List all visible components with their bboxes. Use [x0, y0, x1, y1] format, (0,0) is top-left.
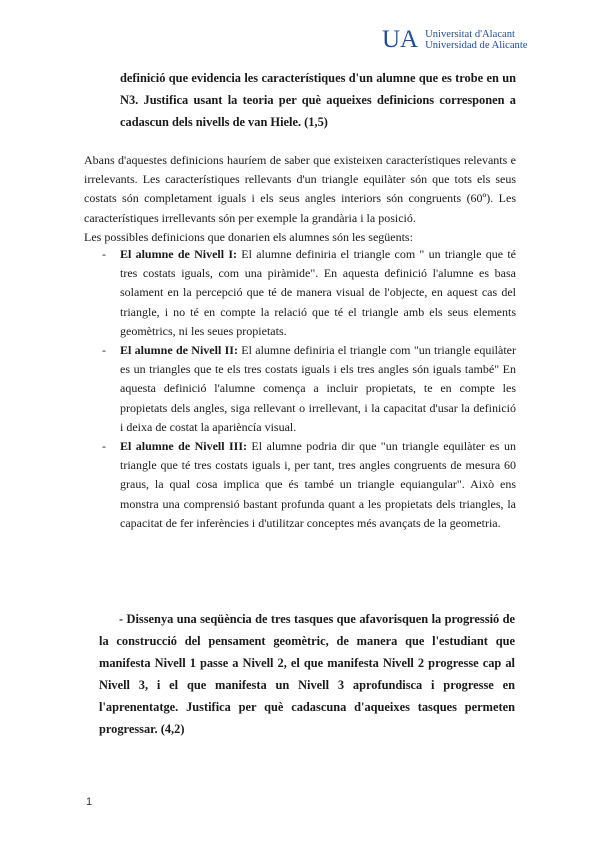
level-2-label: El alumne de Nivell II: — [120, 343, 238, 358]
logo-name-spanish: Universidad de Alicante — [425, 40, 528, 51]
logo-name-valencian: Universitat d'Alacant — [425, 29, 515, 40]
question-2-text: - Dissenya una seqüència de tres tasques que afavorisquen la progressió de la construcció del pensament geomètric, de manera que l'estudiant que manifesta Nivell 1 passe a Nivell 2, el que manifesta Nivell 2 progresse cap al Nivell 3, i el que manifesta un Nivell 3 aprofundisca i progresse en l'aprenentatge. Justifica per què cadascuna d'aqueixes tasques permeten progressar. (4,2) — [99, 612, 515, 736]
university-logo — [382, 26, 528, 53]
intro-section — [84, 151, 516, 247]
list-item-level-3 — [96, 437, 516, 533]
level-3-label: El alumne de Nivell III: — [120, 439, 248, 454]
logo-text — [425, 29, 527, 51]
page-number: 1 — [86, 796, 93, 808]
list-item-level-1 — [96, 245, 516, 341]
level-2-description: El alumne definiria el triangle com "un triangle equilàter es un triangles que te els tres costats iguals i els tres angles són iguals també" En aquesta definició l'alumne comença a incluir propietats, te en compte les propietats dels angles, siga rellevant o irrellevant, i la capacitat d'usar la definició i deixa de costat la aparièncía visual. — [120, 343, 516, 434]
list-dash: - — [102, 343, 106, 358]
level-3-description: El alumne podria dir que "un triangle equilàter es un triangle que té tres costats iguals i, per tant, tres angles congruents de mesura 60 graus, la qual cosa implica que és també un triangle equiangular". Això ens monstra una comprensió bastant profunda quant a les propietats dels triangles, la capacitat de fer inferències i d'utilitzar conceptes més avançats de la geometria. — [120, 439, 516, 530]
ua-logo-mark: UA — [382, 26, 419, 53]
question-1-text: definició que evidencia les característiques d'un alumne que es trobe en un N3. Justifica usant la teoria per què aqueixes definicions corresponen a cadascun dels nivells de van Hiele. (1,5) — [120, 71, 516, 129]
intro-lead: Les possibles definicions que donarien els alumnes són les següents: — [84, 229, 413, 244]
level-1-description: El alumne definiria el triangle com " un triangle que té tres costats iguals, com una piràmide". En aquesta definició l'alumne es basa solament en la percepció que té de manera visual de l'objecte, en aquest cas del triangle, i no té en compte la relació que té el triangle amb els seus elements geomètrics, ni les seues propietats. — [120, 247, 516, 338]
list-item-level-2 — [96, 341, 516, 437]
intro-paragraph: Abans d'aquestes definicions hauríem de saber que existeixen característiques relevants e irrelevants. Les característiques rellevants d'un triangle equilàter són que tots els seus costats són completament iguals i els seus angles interiors són congruents (60º). Les característiques irrellevants són per exemple la grandària i la posició. — [84, 153, 516, 225]
level-1-label: El alumne de Nivell I: — [120, 247, 238, 261]
list-dash: - — [102, 247, 106, 261]
van-hiele-levels-list — [96, 245, 516, 533]
list-dash: - — [102, 439, 106, 454]
